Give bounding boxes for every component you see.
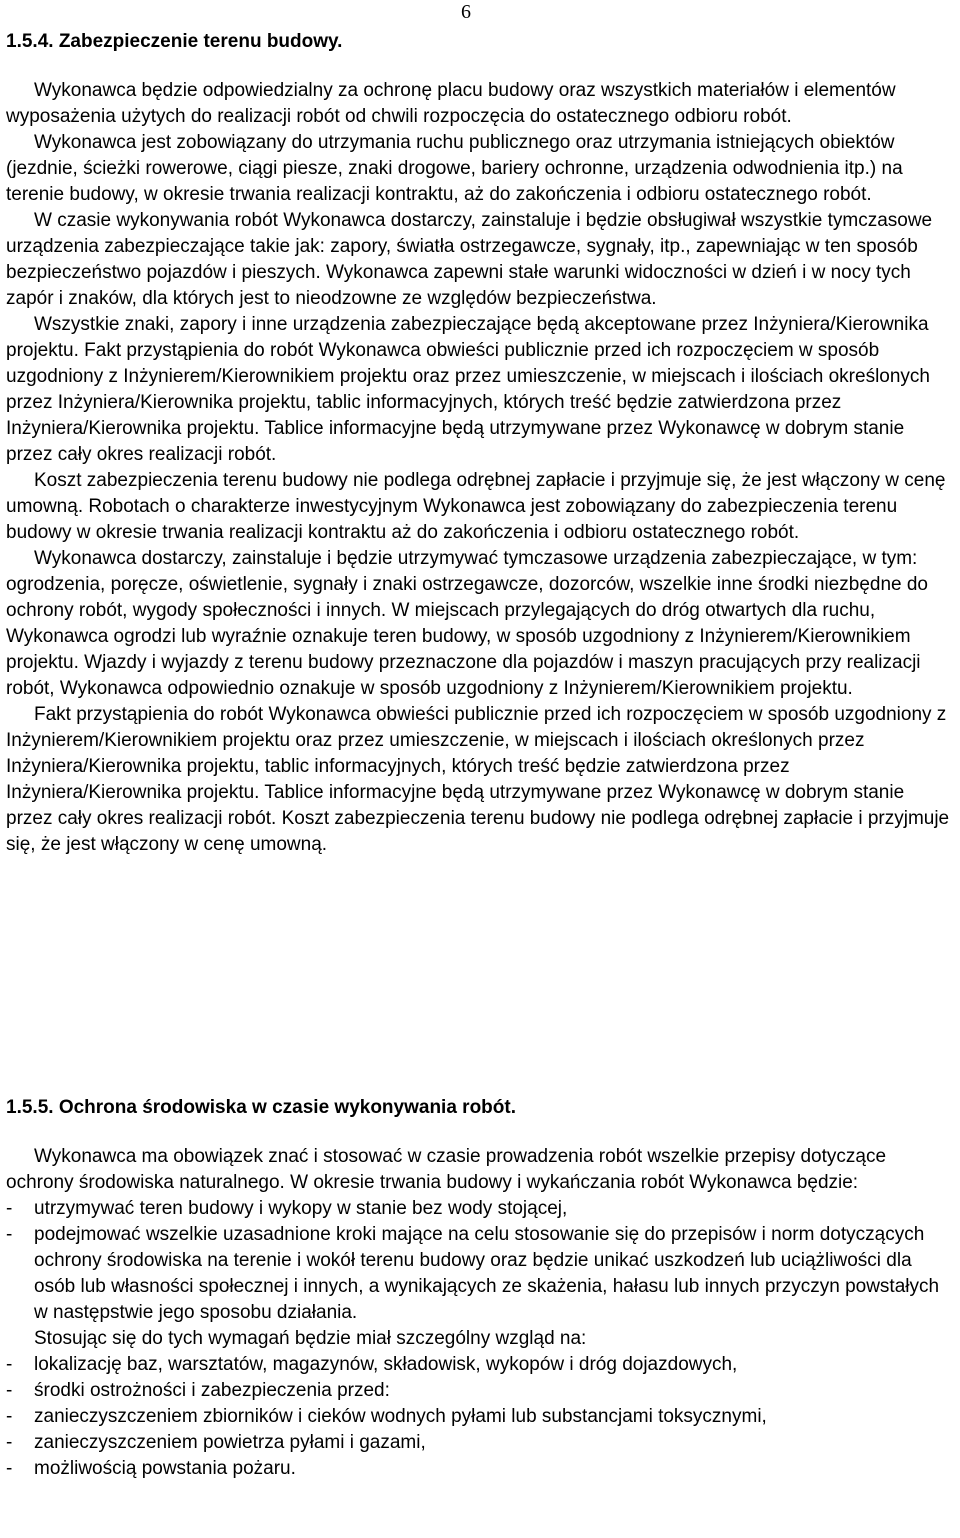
list-item-text: możliwością powstania pożaru.: [34, 1458, 296, 1479]
intro-paragraph: Wykonawca ma obowiązek znać i stosować w czasie prowadzenia robót wszelkie przepisy dotyczące ochrony środowiska naturalnego. W okresie trwania budowy i wykańczania robót Wykonawca będzie:: [6, 1146, 887, 1193]
list-item-text: lokalizację baz, warsztatów, magazynów, składowisk, wykopów i dróg dojazdowych,: [34, 1354, 738, 1375]
paragraph: Koszt zabezpieczenia terenu budowy nie podlega odrębnej zapłacie i przyjmuje się, że jest włączony w cenę umowną. Robotach o charakterze inwestycyjnym Wykonawca jest zobowiązany do zabezpieczenia terenu budowy w okresie trwania realizacji kontraktu aż do zakończenia i odbioru ostatecznego robót.: [6, 470, 946, 543]
list-item: [6, 1222, 954, 1326]
list-item-text: zanieczyszczeniem powietrza pyłami i gazami,: [34, 1432, 426, 1453]
considerations-list: [6, 1352, 954, 1482]
list-marker: -: [6, 1406, 13, 1427]
paragraph: Wszystkie znaki, zapory i inne urządzenia zabezpieczające będą akceptowane przez Inżyniera/Kierownika projektu. Fakt przystąpienia do robót Wykonawca obwieści publicznie przed ich rozpoczęciem w sposób uzgodniony z Inżynierem/Kierownikiem projektu oraz przez umieszczenie, w miejscach i ilościach określonych przez Inżyniera/Kierownika projektu, tablic informacyjnych, których treść będzie zatwierdzona przez Inżyniera/Kierownika projektu. Tablice informacyjne będą utrzymywane przez Wykonawcę w dobrym stanie przez cały okres realizacji robót.: [6, 314, 930, 465]
list-item: [6, 1352, 954, 1378]
list-marker: -: [6, 1198, 13, 1219]
page-number: 6: [461, 1, 471, 23]
list-item: [6, 1404, 954, 1430]
list-marker: -: [6, 1224, 13, 1245]
section-heading-site-security: 1.5.4. Zabezpieczenie terenu budowy.: [6, 31, 343, 52]
obligations-list: [6, 1196, 954, 1326]
section-heading-environment-protection: 1.5.5. Ochrona środowiska w czasie wykonywania robót.: [6, 1097, 517, 1118]
paragraph: W czasie wykonywania robót Wykonawca dostarczy, zainstaluje i będzie obsługiwał wszystkie tymczasowe urządzenia zabezpieczające takie jak: zapory, światła ostrzegawcze, sygnały, itp., zapewniając w ten sposób bezpieczeństwo pojazdów i pieszych. Wykonawca zapewni stałe warunki widoczności w dzień i w nocy tych zapór i znaków, dla których jest to nieodzowne ze względów bezpieczeństwa.: [6, 210, 933, 309]
list-item-text: utrzymywać teren budowy i wykopy w stanie bez wody stojącej,: [34, 1198, 568, 1219]
list-item-text: środki ostrożności i zabezpieczenia przed:: [34, 1380, 390, 1401]
paragraph: Wykonawca jest zobowiązany do utrzymania ruchu publicznego oraz utrzymania istniejących obiektów (jezdnie, ścieżki rowerowe, ciągi piesze, znaki drogowe, bariery ochronne, urządzenia odwodnienia itp.) na terenie budowy, w okresie trwania realizacji kontraktu, aż do zakończenia i odbioru ostatecznego robót.: [6, 132, 903, 205]
list-item: [6, 1430, 954, 1456]
followup-paragraph: Stosując się do tych wymagań będzie miał szczególny wzgląd na:: [34, 1328, 587, 1349]
list-item-text: podejmować wszelkie uzasadnione kroki mające na celu stosowanie się do przepisów i norm dotyczących ochrony środowiska na terenie i wokół terenu budowy oraz będzie unikać uszkodzeń lub uciążliwości dla osób lub własności społecznej i innych, a wynikających ze skażenia, hałasu lub innych przyczyn powstałych w następstwie jego sposobu działania.: [34, 1224, 940, 1323]
list-marker: -: [6, 1380, 13, 1401]
section-body-site-security: [6, 78, 954, 858]
paragraph: Wykonawca będzie odpowiedzialny za ochronę placu budowy oraz wszystkich materiałów i elementów wyposażenia użytych do realizacji robót od chwili rozpoczęcia do ostatecznego odbioru robót.: [6, 80, 896, 127]
list-marker: -: [6, 1432, 13, 1453]
list-item: [6, 1378, 954, 1404]
section-body-environment-protection: [6, 1144, 954, 1482]
paragraph: Wykonawca dostarczy, zainstaluje i będzie utrzymywać tymczasowe urządzenia zabezpieczające, w tym: ogrodzenia, poręcze, oświetlenie, sygnały i znaki ostrzegawcze, dozorców, wszelkie inne środki niezbędne do ochrony robót, wygody społeczności i innych. W miejscach przylegających do dróg otwartych dla ruchu, Wykonawca ogrodzi lub wyraźnie oznakuje teren budowy, w sposób uzgodniony z Inżynierem/Kierownikiem projektu. Wjazdy i wyjazdy z terenu budowy przeznaczone dla pojazdów i maszyn pracujących przy realizacji robót, Wykonawca odpowiednio oznakuje w sposób uzgodniony z Inżynierem/Kierownikiem projektu.: [6, 548, 929, 699]
paragraph: Fakt przystąpienia do robót Wykonawca obwieści publicznie przed ich rozpoczęciem w sposób uzgodniony z Inżynierem/Kierownikiem projektu oraz przez umieszczenie, w miejscach i ilościach określonych przez Inżyniera/Kierownika projektu, tablic informacyjnych, których treść będzie zatwierdzona przez Inżyniera/Kierownika projektu. Tablice informacyjne będą utrzymywane przez Wykonawcę w dobrym stanie przez cały okres realizacji robót. Koszt zabezpieczenia terenu budowy nie podlega odrębnej zapłacie i przyjmuje się, że jest włączony w cenę umowną.: [6, 704, 950, 855]
list-item-text: zanieczyszczeniem zbiorników i cieków wodnych pyłami lub substancjami toksycznymi,: [34, 1406, 767, 1427]
list-item: [6, 1456, 954, 1482]
list-item: [6, 1196, 954, 1222]
list-marker: -: [6, 1354, 13, 1375]
list-marker: -: [6, 1458, 13, 1479]
